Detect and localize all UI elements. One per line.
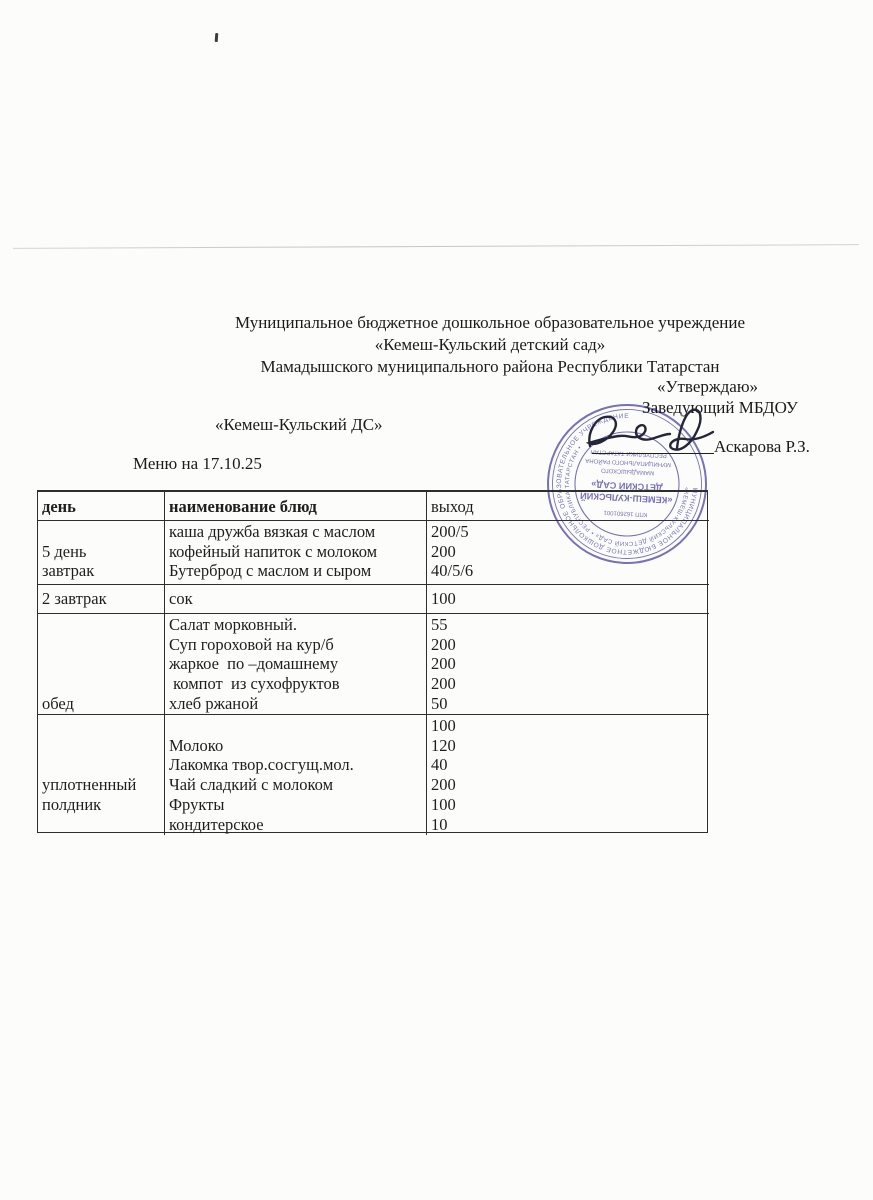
- table-cell-line: 200: [431, 634, 456, 654]
- column-header-day: [38, 492, 165, 521]
- table-cell-line: завтрак: [42, 561, 95, 581]
- table-cell-line: жаркое по –домашнему: [169, 654, 339, 674]
- table-cell-line: 40/5/6: [431, 561, 474, 581]
- table-row-lunch-output-cell: [427, 614, 709, 715]
- org-name-line3: Мамадышского муниципального района Республики Татарстан: [260, 356, 720, 376]
- org-name-line2: «Кемеш-Кульский детский сад»: [374, 334, 606, 354]
- table-row-second-breakfast-output-cell: [427, 585, 709, 614]
- table-cell-line: [42, 635, 161, 655]
- stamp-ring-inner-text: «КЕМЕШ-КУЛЬСКИЙ ДЕТСКИЙ САД» • РЕСПУБЛИКА ТАТАРСТАН •: [564, 445, 689, 547]
- stamp-center-kpp: КПП 162601001: [603, 508, 648, 518]
- column-header-output: [427, 492, 709, 521]
- stray-pen-mark: [215, 33, 218, 42]
- table-cell-line: 40: [431, 755, 448, 775]
- table-cell-line: 100: [431, 794, 456, 814]
- table-row-breakfast-output-cell: [427, 521, 709, 585]
- table-cell-line: 55: [431, 615, 448, 634]
- column-header-day-label: день: [42, 496, 76, 516]
- table-cell-line: [42, 755, 161, 775]
- column-header-dishes: [165, 492, 427, 521]
- table-row-second-breakfast-day-cell: [38, 585, 165, 614]
- table-cell-line: уплотненный: [42, 775, 137, 795]
- signature-line: [592, 453, 714, 454]
- org-name-line1: Муниципальное бюджетное дошкольное образовательное учреждение: [235, 313, 745, 332]
- table-cell-line: Молоко: [169, 735, 224, 755]
- table-cell-line: Лакомка твор.сосгущ.мол.: [169, 755, 354, 775]
- table-cell-line: хлеб ржаной: [169, 693, 259, 713]
- table-cell-line: кофейный напиток с молоком: [169, 541, 378, 561]
- column-header-output-label: выход: [431, 496, 474, 516]
- menu-table: [37, 490, 708, 833]
- table-cell-line: 10: [431, 814, 448, 834]
- table-row-lunch-dishes-cell: [165, 614, 427, 715]
- table-cell-line: Суп гороховой на кур/б: [169, 634, 334, 654]
- table-cell-line: 200: [431, 674, 456, 694]
- table-cell-line: [42, 736, 161, 756]
- table-cell-line: Фрукты: [169, 794, 225, 814]
- stamp-ring-outer-text: МУНИЦИПАЛЬНОЕ БЮДЖЕТНОЕ ДОШКОЛЬНОЕ ОБРАЗОВАТЕЛЬНОЕ УЧРЕЖДЕНИЕ: [555, 412, 698, 556]
- table-cell-line: [169, 716, 423, 736]
- table-cell-line: 200: [431, 654, 456, 674]
- org-short-name: «Кемеш-Кульский ДС»: [215, 415, 383, 434]
- table-row-breakfast-dishes-cell: [165, 521, 427, 585]
- table-cell-line: [42, 815, 161, 835]
- table-cell-line: полдник: [42, 794, 102, 814]
- approver-title: Заведующий МБДОУ: [642, 398, 798, 417]
- table-row-snack-output-cell: [427, 715, 709, 835]
- table-cell-line: 2 завтрак: [42, 589, 107, 608]
- table-cell-line: [42, 716, 161, 736]
- table-cell-line: 120: [431, 735, 456, 755]
- column-header-dishes-label: наименование блюд: [169, 496, 317, 516]
- table-cell-line: 5 день: [42, 541, 87, 561]
- table-cell-line: [42, 654, 161, 674]
- approver-name: Аскарова Р.З.: [714, 437, 810, 456]
- table-row-snack-day-cell: [38, 715, 165, 835]
- table-cell-line: Бутерброд с маслом и сыром: [169, 561, 372, 581]
- menu-date-title: Меню на 17.10.25: [133, 454, 262, 473]
- table-cell-line: 100: [431, 589, 456, 608]
- table-cell-line: Салат морковный.: [169, 615, 297, 634]
- table-cell-line: кондитерское: [169, 814, 264, 834]
- table-cell-line: 100: [431, 716, 456, 735]
- table-cell-line: сок: [169, 589, 193, 608]
- table-cell-line: 50: [431, 693, 448, 713]
- table-cell-line: 200/5: [431, 522, 469, 541]
- table-row-snack-dishes-cell: [165, 715, 427, 835]
- stamp-center-district1: МАМАДЫШСКОГО: [601, 466, 655, 476]
- table-cell-line: каша дружба вязкая с маслом: [169, 522, 376, 541]
- table-row-breakfast-day-cell: [38, 521, 165, 585]
- scanner-seam-line: [13, 244, 859, 249]
- approval-label: «Утверждаю»: [656, 377, 759, 396]
- table-cell-line: [42, 674, 161, 694]
- table-cell-line: компот из сухофруктов: [169, 674, 340, 694]
- signature-scribble: [580, 406, 718, 460]
- table-cell-line: 200: [431, 775, 456, 795]
- table-cell-line: [42, 522, 161, 542]
- table-cell-line: обед: [42, 693, 74, 713]
- table-row-second-breakfast-dishes-cell: [165, 585, 427, 614]
- table-cell-line: Чай сладкий с молоком: [169, 775, 334, 795]
- table-cell-line: 200: [431, 541, 456, 561]
- stamp-center-name1: «КЕМЕШ-КУЛЬСКИЙ: [579, 490, 673, 506]
- stamp-center-name2: ДЕТСКИЙ САД»: [591, 479, 663, 493]
- table-cell-line: [42, 615, 161, 635]
- table-row-lunch-day-cell: [38, 614, 165, 715]
- stamp-center-district2: МУНИЦИПАЛЬНОГО РАЙОНА: [585, 456, 672, 468]
- document-title-block: [100, 312, 873, 377]
